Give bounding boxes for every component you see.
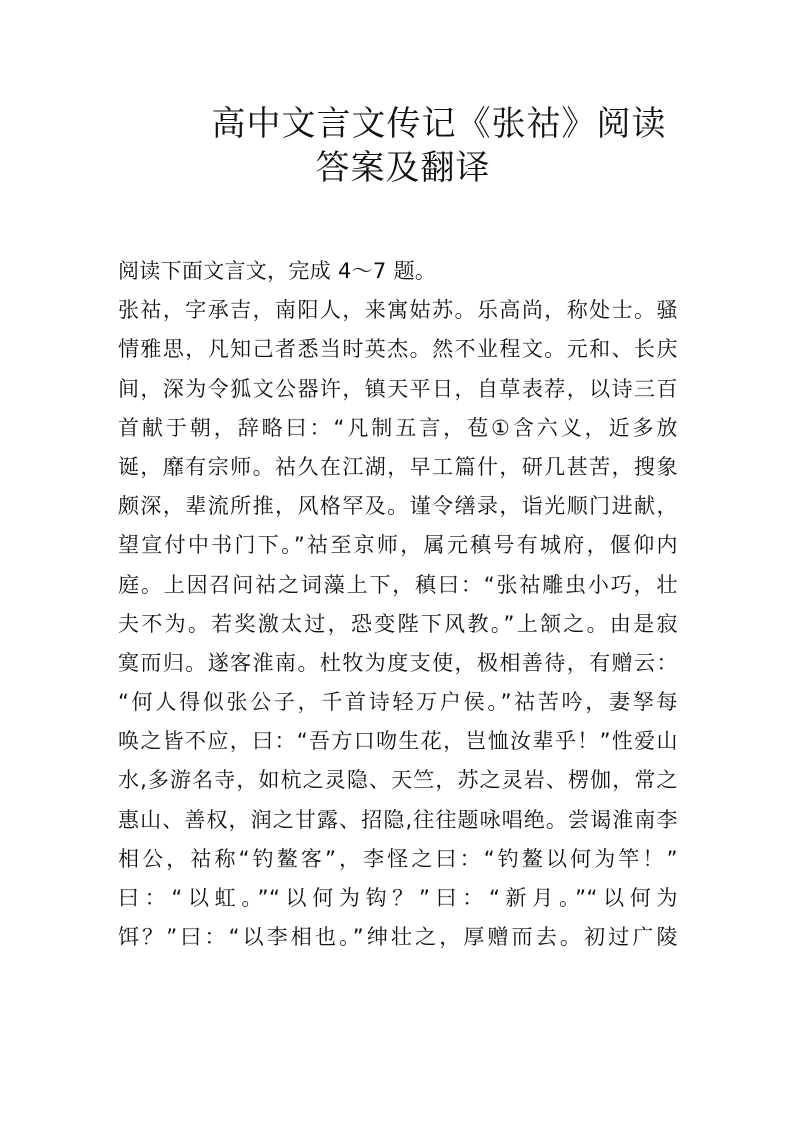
document-body [118, 252, 678, 957]
document-title-line-1: 高中文言文传记《张祜》阅读 [211, 104, 667, 144]
text-line: 水,多游名寺，如杭之灵隐、天竺，苏之灵岩、楞伽，常之 [118, 768, 678, 793]
text-line: 惠山、善权，润之甘露、招隐,往往题咏唱绝。尝谒淮南李 [118, 807, 678, 832]
text-line: 庭。上因召问祜之词藻上下，稹曰：“张祜雕虫小巧，壮 [118, 572, 678, 597]
text-line: “何人得似张公子，千首诗轻万户侯。”祜苦吟，妻孥每 [118, 690, 678, 715]
document-title-line-2: 答案及翻译 [315, 148, 491, 188]
text-line: 相公，祜称“钓鳌客”，李怪之曰：“钓鳌以何为竿！” [118, 846, 678, 871]
text-line: 饵？”曰：“以李相也。”绅壮之，厚赠而去。初过广陵 [118, 925, 678, 950]
text-line: 颇深，辈流所推，风格罕及。谨令缮录，诣光顺门进献， [118, 494, 678, 519]
text-line: 诞，靡有宗师。祜久在江湖，早工篇什，研几甚苦，搜象 [118, 454, 678, 479]
text-line: 情雅思，凡知己者悉当时英杰。然不业程文。元和、长庆 [118, 337, 678, 362]
text-line: 夫不为。若奖激太过，恐变陛下风教。”上颔之。由是寂 [118, 611, 678, 636]
instruction-line: 阅读下面文言文，完成 4～7 题。 [118, 259, 437, 283]
text-line: 唤之皆不应，曰：“吾方口吻生花，岂恤汝辈乎！”性爱山 [118, 729, 678, 754]
text-line: 曰：“以虹。”“以何为钩？”曰：“新月。”“以何为 [118, 886, 678, 910]
text-line: 望宣付中书门下。”祜至京师，属元稹号有城府，偃仰内 [118, 533, 678, 558]
text-line: 间，深为令狐文公器许，镇天平日，自草表荐，以诗三百 [118, 376, 678, 401]
text-line: 张祜，字承吉，南阳人，来寓姑苏。乐高尚，称处士。骚 [118, 298, 678, 323]
text-line: 寞而归。遂客淮南。杜牧为度支使，极相善待，有赠云： [118, 650, 678, 675]
text-line: 首献于朝，辞略曰：“凡制五言，苞①含六义，近多放 [118, 415, 678, 440]
